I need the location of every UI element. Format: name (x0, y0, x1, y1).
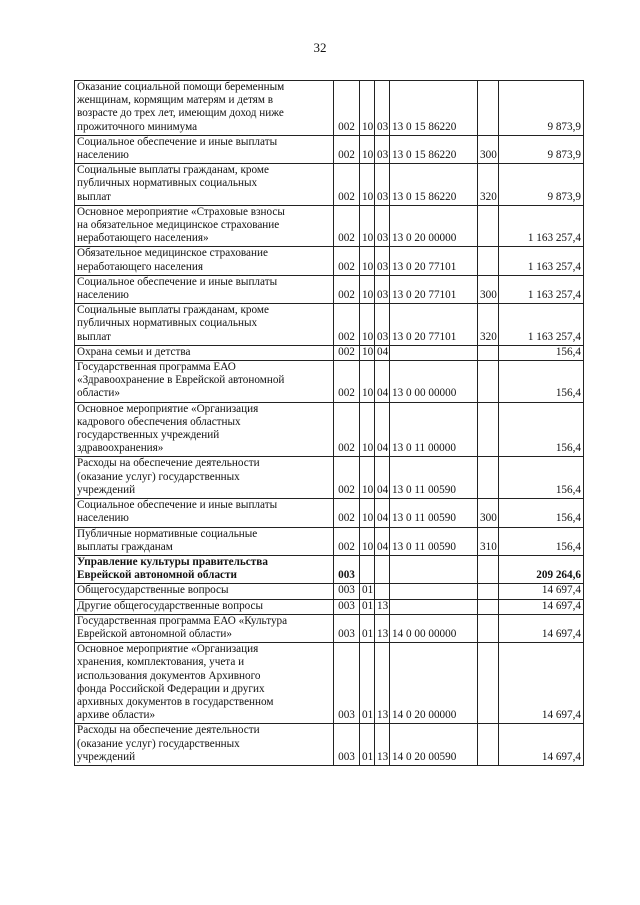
row-expense-type-code (478, 599, 499, 614)
row-subsection-code: 04 (375, 402, 390, 457)
row-amount: 14 697,4 (499, 614, 584, 642)
row-department-code: 003 (334, 599, 360, 614)
row-amount: 14 697,4 (499, 599, 584, 614)
row-section-code: 10 (360, 457, 375, 499)
row-name (75, 345, 334, 360)
row-name-text: Управление культуры правительства Еврейской автономной области (77, 555, 268, 582)
row-expense-type-code (478, 345, 499, 360)
row-name (75, 614, 334, 642)
row-name-text: Основное мероприятие «Организация кадрового обеспечения областных государственных учреждений здравоохранения» (77, 402, 259, 455)
row-target-article-code: 13 0 00 00000 (390, 361, 478, 403)
row-name (75, 599, 334, 614)
row-name-text: Общегосударственные вопросы (77, 584, 229, 597)
table-row (75, 599, 584, 614)
row-name-text: Социальное обеспечение и иные выплаты населению (77, 275, 278, 302)
table-row (75, 555, 584, 583)
row-subsection-code (375, 555, 390, 583)
row-target-article-code: 13 0 20 00000 (390, 205, 478, 247)
row-subsection-code: 13 (375, 643, 390, 724)
row-subsection-code: 03 (375, 164, 390, 206)
row-department-code: 003 (334, 614, 360, 642)
table-row (75, 275, 584, 303)
table-row (75, 247, 584, 275)
row-expense-type-code (478, 614, 499, 642)
row-department-code: 002 (334, 81, 360, 136)
page-number: 32 (313, 40, 327, 55)
row-name (75, 81, 334, 136)
row-subsection-code: 03 (375, 304, 390, 346)
row-section-code: 10 (360, 345, 375, 360)
row-expense-type-code: 320 (478, 164, 499, 206)
row-target-article-code (390, 345, 478, 360)
row-department-code: 002 (334, 247, 360, 275)
row-amount: 9 873,9 (499, 135, 584, 163)
row-name (75, 275, 334, 303)
table-row (75, 584, 584, 599)
row-target-article-code: 13 0 20 77101 (390, 247, 478, 275)
budget-table (74, 80, 584, 766)
row-subsection-code: 13 (375, 599, 390, 614)
budget-table-body (75, 81, 584, 766)
row-name-text: Социальное обеспечение и иные выплаты населению (77, 499, 278, 525)
row-name-text: Публичные нормативные социальные выплаты гражданам (77, 527, 258, 553)
row-department-code: 002 (334, 345, 360, 360)
table-row (75, 205, 584, 247)
row-name (75, 304, 334, 346)
row-subsection-code: 13 (375, 614, 390, 642)
row-amount: 1 163 257,4 (499, 304, 584, 346)
row-department-code: 002 (334, 361, 360, 403)
row-subsection-code: 04 (375, 527, 390, 555)
row-expense-type-code: 300 (478, 499, 499, 527)
row-name-text: Государственная программа ЕАО «Здравоохранение в Еврейской автономной области» (77, 361, 285, 400)
row-section-code: 10 (360, 402, 375, 457)
row-expense-type-code: 310 (478, 527, 499, 555)
row-section-code: 10 (360, 81, 375, 136)
table-row (75, 499, 584, 527)
row-department-code: 002 (334, 164, 360, 206)
row-name-text: Другие общегосударственные вопросы (77, 599, 264, 612)
row-subsection-code: 04 (375, 361, 390, 403)
row-expense-type-code: 300 (478, 135, 499, 163)
row-section-code: 10 (360, 205, 375, 247)
row-amount: 156,4 (499, 361, 584, 403)
row-target-article-code (390, 584, 478, 599)
row-name (75, 402, 334, 457)
row-target-article-code: 13 0 15 86220 (390, 164, 478, 206)
row-target-article-code: 13 0 11 00590 (390, 499, 478, 527)
row-name (75, 527, 334, 555)
row-name (75, 361, 334, 403)
row-name-text: Социальные выплаты гражданам, кроме публичных нормативных социальных выплат (77, 164, 269, 203)
table-row (75, 402, 584, 457)
row-name-text: Обязательное медицинское страхование неработающего населения (77, 247, 268, 273)
row-amount: 156,4 (499, 527, 584, 555)
row-amount: 14 697,4 (499, 724, 584, 766)
row-amount: 14 697,4 (499, 643, 584, 724)
row-target-article-code: 13 0 11 00000 (390, 402, 478, 457)
row-amount: 156,4 (499, 499, 584, 527)
table-row (75, 345, 584, 360)
row-subsection-code: 04 (375, 499, 390, 527)
row-expense-type-code (478, 643, 499, 724)
row-department-code: 003 (334, 555, 360, 583)
row-department-code: 002 (334, 205, 360, 247)
row-amount: 156,4 (499, 345, 584, 360)
table-row (75, 135, 584, 163)
row-name (75, 499, 334, 527)
row-name (75, 164, 334, 206)
row-subsection-code: 03 (375, 247, 390, 275)
row-target-article-code: 13 0 11 00590 (390, 457, 478, 499)
table-row (75, 164, 584, 206)
row-subsection-code: 03 (375, 275, 390, 303)
row-section-code: 01 (360, 724, 375, 766)
row-name (75, 724, 334, 766)
row-department-code: 003 (334, 584, 360, 599)
row-target-article-code (390, 599, 478, 614)
row-name-text: Государственная программа ЕАО «Культура Еврейской автономной области» (77, 614, 288, 640)
row-name-text: Расходы на обеспечение деятельности (оказание услуг) государственных учреждений (77, 457, 260, 496)
row-name (75, 584, 334, 599)
row-expense-type-code (478, 555, 499, 583)
row-target-article-code: 13 0 15 86220 (390, 81, 478, 136)
row-department-code: 002 (334, 499, 360, 527)
row-amount: 9 873,9 (499, 164, 584, 206)
row-amount: 156,4 (499, 402, 584, 457)
row-department-code: 002 (334, 304, 360, 346)
row-expense-type-code: 300 (478, 275, 499, 303)
row-target-article-code: 13 0 15 86220 (390, 135, 478, 163)
row-expense-type-code (478, 402, 499, 457)
row-section-code (360, 555, 375, 583)
table-row (75, 457, 584, 499)
row-name-text: Охрана семьи и детства (77, 345, 191, 358)
row-amount: 9 873,9 (499, 81, 584, 136)
row-target-article-code: 14 0 00 00000 (390, 614, 478, 642)
row-subsection-code (375, 584, 390, 599)
row-target-article-code: 13 0 20 77101 (390, 304, 478, 346)
row-target-article-code: 14 0 20 00000 (390, 643, 478, 724)
row-name-text: Социальное обеспечение и иные выплаты населению (77, 135, 278, 162)
row-section-code: 10 (360, 275, 375, 303)
row-department-code: 002 (334, 275, 360, 303)
row-name (75, 247, 334, 275)
row-name (75, 457, 334, 499)
row-subsection-code: 03 (375, 81, 390, 136)
row-subsection-code: 04 (375, 457, 390, 499)
row-section-code: 10 (360, 304, 375, 346)
row-expense-type-code (478, 205, 499, 247)
row-subsection-code: 04 (375, 345, 390, 360)
row-amount: 14 697,4 (499, 584, 584, 599)
row-amount: 209 264,6 (499, 555, 584, 583)
row-name (75, 135, 334, 163)
row-amount: 156,4 (499, 457, 584, 499)
row-expense-type-code (478, 81, 499, 136)
row-name (75, 555, 334, 583)
row-name-text: Расходы на обеспечение деятельности (оказание услуг) государственных учреждений (77, 724, 260, 763)
row-expense-type-code (478, 457, 499, 499)
table-row (75, 304, 584, 346)
row-department-code: 002 (334, 402, 360, 457)
row-name-text: Социальные выплаты гражданам, кроме публичных нормативных социальных выплат (77, 304, 269, 343)
row-section-code: 10 (360, 499, 375, 527)
table-row (75, 81, 584, 136)
row-target-article-code: 13 0 11 00590 (390, 527, 478, 555)
row-subsection-code: 13 (375, 724, 390, 766)
row-section-code: 01 (360, 584, 375, 599)
row-expense-type-code (478, 584, 499, 599)
row-department-code: 002 (334, 135, 360, 163)
row-department-code: 002 (334, 457, 360, 499)
row-amount: 1 163 257,4 (499, 247, 584, 275)
row-subsection-code: 03 (375, 135, 390, 163)
row-name-text: Оказание социальной помощи беременным женщинам, кормящим матерям и детям в возрасте до трех лет, имеющим доход ниже прожиточного минимума (77, 81, 285, 133)
table-row (75, 527, 584, 555)
row-target-article-code: 13 0 20 77101 (390, 275, 478, 303)
row-amount: 1 163 257,4 (499, 205, 584, 247)
row-section-code: 10 (360, 135, 375, 163)
row-expense-type-code (478, 361, 499, 403)
row-expense-type-code (478, 724, 499, 766)
row-name-text: Основное мероприятие «Организация хранения, комплектования, учета и использования документов Архивного фонда Российской Федерации и других архивных документов в государственном архиве области» (77, 643, 274, 722)
row-name (75, 205, 334, 247)
row-expense-type-code (478, 247, 499, 275)
row-amount: 1 163 257,4 (499, 275, 584, 303)
row-department-code: 002 (334, 527, 360, 555)
row-section-code: 10 (360, 527, 375, 555)
table-row (75, 614, 584, 642)
row-subsection-code: 03 (375, 205, 390, 247)
row-target-article-code: 14 0 20 00590 (390, 724, 478, 766)
row-section-code: 10 (360, 361, 375, 403)
row-expense-type-code: 320 (478, 304, 499, 346)
row-section-code: 01 (360, 643, 375, 724)
row-section-code: 01 (360, 614, 375, 642)
table-row (75, 361, 584, 403)
table-row (75, 724, 584, 766)
row-department-code: 003 (334, 724, 360, 766)
row-section-code: 10 (360, 247, 375, 275)
row-section-code: 01 (360, 599, 375, 614)
row-target-article-code (390, 555, 478, 583)
row-name (75, 643, 334, 724)
row-department-code: 003 (334, 643, 360, 724)
row-name-text: Основное мероприятие «Страховые взносы на обязательное медицинское страхование неработающего населения» (77, 205, 285, 245)
table-row (75, 643, 584, 724)
row-section-code: 10 (360, 164, 375, 206)
